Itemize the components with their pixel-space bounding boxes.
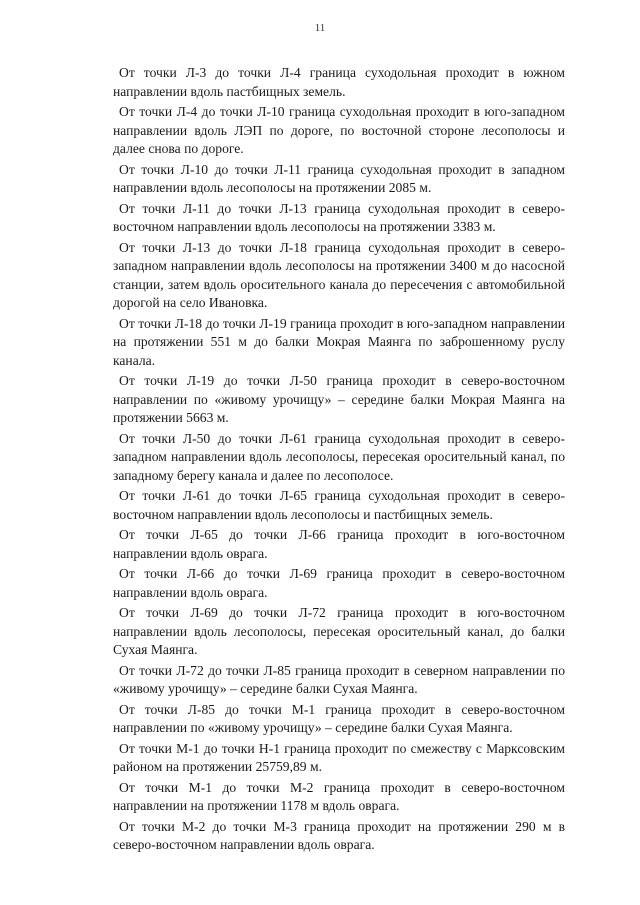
paragraph: От точки Л-13 до точки Л-18 граница суходольная проходит в северо-западном направлении вдоль лесополосы на протяжении 3400 м до насосной станции, затем вдоль оросительного канала до пересечения с автомобильной дорогой на село Ивановка. bbox=[113, 239, 565, 310]
paragraph: От точки Л-72 до точки Л-85 граница проходит в северном направлении по «живому урочищу» – середине балки Сухая Маянга. bbox=[113, 662, 565, 696]
paragraph: От точки М-1 до точки Н-1 граница проходит по смежеству с Марксовским районом на протяжении 25759,89 м. bbox=[113, 740, 565, 774]
paragraph: От точки Л-4 до точки Л-10 граница суходольная проходит в юго-западном направлении вдоль ЛЭП по дороге, по восточной стороне лесополосы и далее снова по дороге. bbox=[113, 104, 565, 156]
paragraph: От точки Л-10 до точки Л-11 граница суходольная проходит в западном направлении вдоль лесополосы на протяжении 2085 м. bbox=[113, 161, 565, 195]
paragraph: От точки Л-66 до точки Л-69 граница проходит в северо-восточном направлении вдоль оврага. bbox=[113, 566, 565, 600]
paragraph: От точки М-1 до точки М-2 граница проходит в северо-восточном направлении на протяжении 1178 м вдоль оврага. bbox=[113, 779, 565, 813]
document-body bbox=[113, 64, 565, 857]
page-number: 11 bbox=[314, 22, 326, 34]
paragraph: От точки Л-61 до точки Л-65 граница суходольная проходит в северо-восточном направлении вдоль лесополосы и пастбищных земель. bbox=[113, 488, 565, 522]
paragraph: От точки Л-69 до точки Л-72 граница проходит в юго-восточном направлении вдоль лесополосы, пересекая оросительный канал, до балки Сухая Маянга. bbox=[113, 605, 565, 657]
paragraph: От точки Л-50 до точки Л-61 граница суходольная проходит в северо-западном направлении вдоль лесополосы, пересекая оросительный канал, по западному берегу канала и далее по лесополосе. bbox=[113, 430, 565, 483]
paragraph: От точки Л-18 до точки Л-19 граница проходит в юго-западном направлении на протяжении 551 м до балки Мокрая Маянга по заброшенному руслу канала. bbox=[113, 315, 565, 368]
paragraph: От точки Л-85 до точки М-1 граница проходит в северо-восточном направлении по «живому урочищу» – середине балки Сухая Маянга. bbox=[113, 701, 565, 735]
paragraph: От точки Л-65 до точки Л-66 граница проходит в юго-восточном направлении вдоль оврага. bbox=[113, 527, 565, 561]
paragraph: От точки Л-19 до точки Л-50 граница проходит в северо-восточном направлении по «живому урочищу» – середине балки Мокрая Маянга на протяжении 5663 м. bbox=[113, 373, 565, 425]
paragraph: От точки Л-11 до точки Л-13 граница суходольная проходит в северо-восточном направлении вдоль лесополосы на протяжении 3383 м. bbox=[113, 200, 565, 234]
paragraph: От точки Л-3 до точки Л-4 граница суходольная проходит в южном направлении вдоль пастбищных земель. bbox=[113, 65, 565, 99]
paragraph: От точки М-2 до точки М-3 граница проходит на протяжении 290 м в северо-восточном направлении вдоль оврага. bbox=[113, 818, 565, 852]
